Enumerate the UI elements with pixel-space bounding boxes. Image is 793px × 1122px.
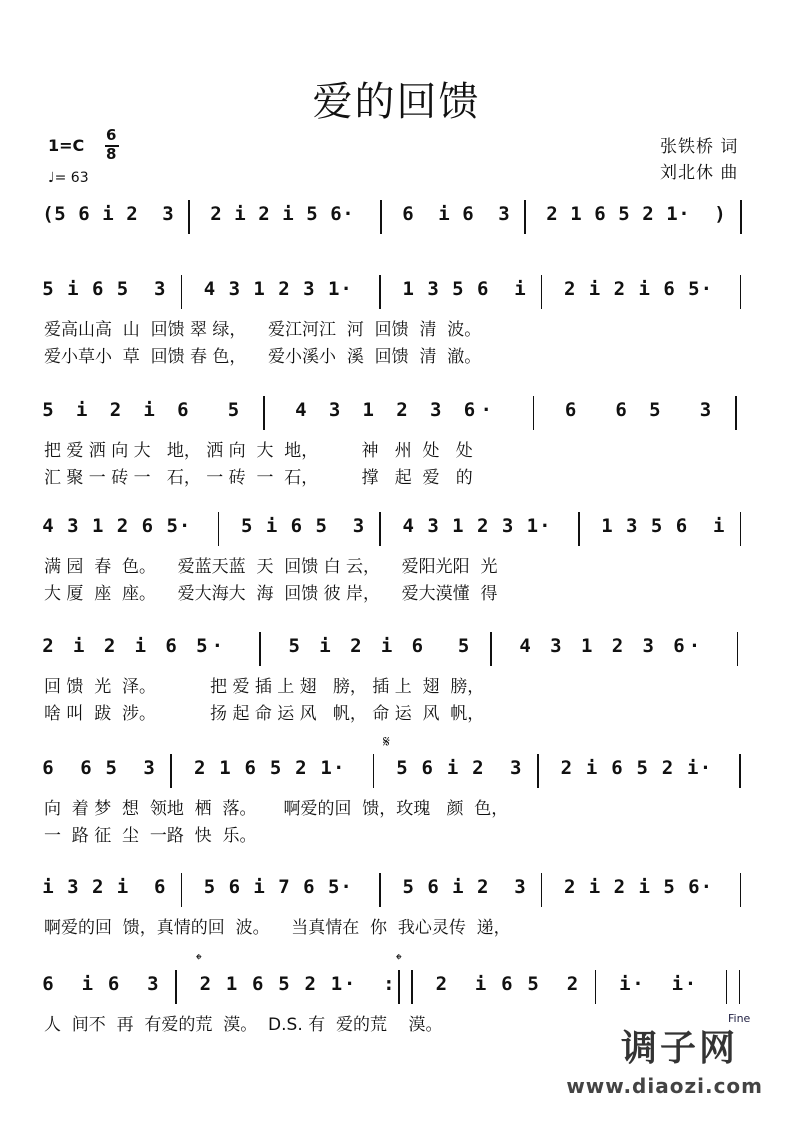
note: 3: [510, 757, 522, 779]
bar-line: [490, 632, 492, 666]
note: i: [73, 635, 85, 657]
bar-line: [373, 754, 375, 788]
note: 1: [219, 757, 231, 779]
note: 6: [462, 203, 474, 225]
note: ·: [700, 278, 713, 300]
note: 6: [154, 876, 166, 898]
bar-line: [379, 275, 381, 309]
bar-line: [740, 200, 742, 234]
lyric-line: 汇 聚 一 砖 一 石， 一 砖 一 石， 撑 起 爱 的: [44, 468, 473, 488]
bar-line: [181, 873, 183, 907]
note: ·: [211, 635, 224, 657]
note: i: [134, 635, 147, 657]
note: 2: [560, 757, 573, 779]
note: 1: [666, 203, 678, 225]
note: i: [687, 757, 699, 779]
bar-line: [379, 512, 381, 546]
note: 2: [126, 203, 138, 225]
note: 6: [594, 203, 606, 225]
note: 3: [699, 399, 712, 421]
bar-line: [170, 754, 172, 788]
time-signature-bottom: 8: [106, 145, 117, 163]
note: 2: [435, 973, 448, 995]
bar-line: [541, 873, 543, 907]
note: 6: [303, 876, 315, 898]
note: 2: [103, 635, 116, 657]
lyric-line: 回 馈 光 泽。 把 爱 插 上 翅 膀， 插 上 翅 膀，: [44, 677, 485, 697]
note: 6: [252, 973, 264, 995]
lyric-line: 啥 叫 跋 涉。 扬 起 命 运 风 帆， 命 运 风 帆，: [44, 704, 485, 724]
bar-line: [740, 512, 742, 546]
bar-line: [739, 754, 741, 788]
note: 2: [396, 399, 408, 421]
note: 5: [241, 515, 253, 537]
note: (: [42, 203, 54, 225]
note: i: [638, 876, 650, 898]
bar-line: [726, 970, 728, 1004]
note: 1: [526, 515, 539, 537]
song-title: 爱的回馈: [312, 79, 481, 125]
note: 2: [295, 757, 307, 779]
watermark-logo: 调子网: [620, 1028, 738, 1069]
bar-line: [218, 512, 220, 546]
note: 5: [663, 876, 675, 898]
note: 1: [601, 515, 613, 537]
note: 3: [427, 278, 439, 300]
bar-line: [595, 970, 597, 1004]
note: 2: [210, 203, 222, 225]
note: 2: [304, 973, 316, 995]
fine-mark: Fine: [728, 1012, 751, 1025]
lyric-line: 爱小草小 草 回馈 春 色， 爱小溪小 溪 回馈 清 澈。: [44, 347, 482, 367]
note: 1: [362, 399, 374, 421]
note: i: [588, 278, 601, 300]
note: 5: [650, 515, 663, 537]
note: 6: [244, 757, 256, 779]
note: 5: [315, 515, 327, 537]
lyric-line: 人 间不 再 有爱的荒 漠。 D.S. 有 爱的荒 漠。: [44, 1015, 443, 1035]
note: i: [585, 757, 598, 779]
note: 3: [427, 515, 439, 537]
note: 6: [463, 399, 476, 421]
note: 5: [116, 278, 129, 300]
note: 6: [78, 203, 90, 225]
note: 6: [42, 973, 54, 995]
note: 2: [193, 757, 206, 779]
notation-line: [0, 512, 793, 552]
note: 5: [306, 203, 318, 225]
note: 6: [673, 635, 685, 657]
note: i: [713, 515, 725, 537]
note: ·: [340, 278, 352, 300]
coda-sign-1: 𝄌: [196, 950, 202, 969]
bar-line: [541, 275, 543, 309]
note: 5: [327, 876, 340, 898]
note: 6: [80, 757, 92, 779]
note: 2: [477, 876, 489, 898]
bar-line: [737, 632, 739, 666]
note: i: [619, 973, 631, 995]
note: 6: [615, 399, 627, 421]
note: 5: [196, 635, 208, 657]
note: i: [474, 973, 487, 995]
note: 5: [269, 757, 282, 779]
note: 3: [67, 515, 79, 537]
watermark-url: www.diaozi.com: [566, 1074, 763, 1098]
time-signature-top: 6: [106, 126, 117, 144]
lyric-line: 一 路 征 尘 一路 快 乐。: [44, 826, 257, 846]
note: 3: [154, 278, 166, 300]
note: 3: [303, 278, 315, 300]
note: 1: [225, 973, 238, 995]
note: ·: [684, 973, 697, 995]
note: i: [67, 278, 79, 300]
note: 2: [642, 203, 654, 225]
note: 2: [613, 876, 626, 898]
note: 5: [288, 635, 300, 657]
bar-line: [398, 970, 400, 1004]
note: 3: [642, 635, 654, 657]
note: ·: [678, 203, 690, 225]
note: 6: [141, 515, 154, 537]
note: i: [319, 635, 331, 657]
note: ·: [342, 203, 354, 225]
note: 6: [177, 399, 189, 421]
note: 6: [402, 203, 414, 225]
bar-line: [533, 396, 535, 430]
note: 2: [350, 635, 362, 657]
note: 2: [613, 278, 626, 300]
note: i: [452, 876, 464, 898]
note: ): [714, 203, 726, 225]
note: i: [265, 515, 278, 537]
note: i: [234, 203, 246, 225]
bar-line: [188, 200, 190, 234]
bar-line: [735, 396, 737, 430]
note: 6: [427, 876, 439, 898]
note: i: [42, 876, 54, 898]
note: 2: [91, 876, 104, 898]
key-signature: 1=C: [48, 136, 85, 155]
note: 5: [166, 515, 178, 537]
note: ·: [340, 876, 352, 898]
note: 6: [228, 876, 241, 898]
tempo-mark: ♩= 63: [48, 170, 89, 186]
note: 6: [91, 278, 104, 300]
segno-sign: 𝄋: [383, 732, 390, 751]
note: 3: [143, 757, 155, 779]
bar-line: [740, 275, 742, 309]
note: 2: [563, 876, 576, 898]
note: 5: [42, 278, 54, 300]
lyric-line: 大 厦 座 座。 爱大海大 海 回馈 彼 岸， 爱大漠懂 得: [44, 584, 498, 604]
note: 5: [402, 876, 414, 898]
note: 1: [580, 635, 593, 657]
note: 4: [402, 515, 414, 537]
note: i: [102, 203, 114, 225]
note: 3: [501, 515, 514, 537]
bar-line: [578, 512, 580, 546]
bar-line: [181, 275, 183, 309]
lyric-line: 把 爱 洒 向 大 地， 洒 向 大 地， 神 州 处 处: [44, 441, 473, 461]
notation-line: [0, 275, 793, 315]
note: 1: [402, 278, 414, 300]
note: 2: [477, 515, 489, 537]
note: i: [75, 399, 88, 421]
note: 2: [563, 278, 576, 300]
note: 6: [290, 515, 303, 537]
note: 7: [278, 876, 290, 898]
notation-line: [0, 970, 793, 1010]
bar-line: [524, 200, 526, 234]
note: 5: [688, 278, 700, 300]
note: ·: [632, 973, 644, 995]
bar-line: [380, 200, 382, 234]
note: ·: [539, 515, 551, 537]
bar-line: [740, 873, 742, 907]
note: 3: [626, 515, 638, 537]
note: 5: [636, 757, 648, 779]
note: :: [383, 973, 395, 995]
note: i: [514, 278, 526, 300]
note: 3: [328, 399, 341, 421]
note: 4: [203, 278, 216, 300]
note: i: [253, 876, 265, 898]
bar-line: [259, 632, 261, 666]
note: ·: [333, 757, 345, 779]
note: 3: [514, 876, 526, 898]
note: 1: [452, 515, 464, 537]
bar-line: [263, 396, 265, 430]
note: 3: [162, 203, 174, 225]
note: 1: [330, 973, 343, 995]
note: i: [438, 203, 450, 225]
note: 5: [457, 635, 470, 657]
lyric-line: 啊爱的回 馈，真情的回 波。 当真情在 你 我心灵传 递，: [44, 918, 511, 938]
note: 4: [42, 515, 54, 537]
note: i: [638, 278, 650, 300]
note: 3: [67, 876, 79, 898]
note: 2: [472, 757, 484, 779]
note: 6: [611, 757, 623, 779]
note: 5: [278, 973, 290, 995]
note: ·: [343, 973, 356, 995]
bar-line: [411, 970, 413, 1004]
note: i: [143, 399, 155, 421]
note: 6: [675, 515, 688, 537]
note: i: [81, 973, 94, 995]
bar-line: [175, 970, 177, 1004]
note: 3: [352, 515, 365, 537]
note: 2: [278, 278, 290, 300]
coda-sign-2: 𝄌: [396, 950, 402, 969]
note: 6: [330, 203, 342, 225]
note: 2: [546, 203, 558, 225]
note: 3: [228, 278, 241, 300]
lyric-line: 向 着 梦 想 领地 栖 落。 啊爱的回 馈，玫瑰 颜 色，: [44, 799, 509, 819]
notation-line: [0, 754, 793, 794]
note: ·: [178, 515, 191, 537]
note: i: [671, 973, 684, 995]
note: i: [380, 635, 393, 657]
note: 1: [570, 203, 582, 225]
note: 1: [253, 278, 265, 300]
notation-line: [0, 873, 793, 913]
note: 5: [527, 973, 539, 995]
note: 5: [618, 203, 630, 225]
note: 6: [477, 278, 489, 300]
note: 5: [54, 203, 66, 225]
note: 6: [107, 973, 120, 995]
lyric-line: 满 园 春 色。 爱蓝天蓝 天 回馈 白 云， 爱阳光阳 光: [44, 557, 498, 577]
note: 1: [320, 757, 332, 779]
note: 5: [105, 757, 117, 779]
bar-line: [739, 970, 741, 1004]
note: 5: [203, 876, 216, 898]
note: 1: [91, 515, 104, 537]
note: 5: [452, 278, 464, 300]
note: ·: [480, 399, 492, 421]
note: ·: [688, 635, 701, 657]
notation-line: [0, 396, 793, 436]
note: 5: [42, 399, 54, 421]
note: 1: [327, 278, 340, 300]
note: 6: [564, 399, 577, 421]
note: i: [282, 203, 294, 225]
note: 2: [116, 515, 129, 537]
bar-line: [379, 873, 381, 907]
note: 4: [519, 635, 531, 657]
note: ·: [699, 757, 712, 779]
note: 2: [199, 973, 212, 995]
composer-credit: 刘北休 曲: [660, 163, 739, 183]
notation-line: [0, 632, 793, 672]
note: 2: [661, 757, 674, 779]
note: 6: [421, 757, 433, 779]
note: i: [588, 876, 601, 898]
note: 6: [688, 876, 700, 898]
note: 3: [550, 635, 562, 657]
note: 5: [649, 399, 661, 421]
note: 2: [566, 973, 579, 995]
bar-line: [537, 754, 539, 788]
lyric-line: 爱高山高 山 回馈 翠 绿， 爱江河江 河 回馈 清 波。: [44, 320, 482, 340]
note: 4: [295, 399, 307, 421]
note: 5: [227, 399, 240, 421]
notation-line: [0, 200, 793, 240]
note: 3: [498, 203, 510, 225]
note: 6: [165, 635, 177, 657]
note: 2: [611, 635, 624, 657]
note: 6: [501, 973, 513, 995]
note: 6: [663, 278, 675, 300]
note: 2: [42, 635, 54, 657]
note: 3: [147, 973, 159, 995]
note: i: [446, 757, 459, 779]
note: i: [116, 876, 129, 898]
note: 2: [109, 399, 122, 421]
note: 6: [411, 635, 424, 657]
note: ·: [700, 876, 713, 898]
note: 2: [258, 203, 270, 225]
note: 3: [429, 399, 442, 421]
note: 5: [396, 757, 408, 779]
lyricist-credit: 张铁桥 词: [660, 137, 739, 157]
note: 6: [42, 757, 54, 779]
